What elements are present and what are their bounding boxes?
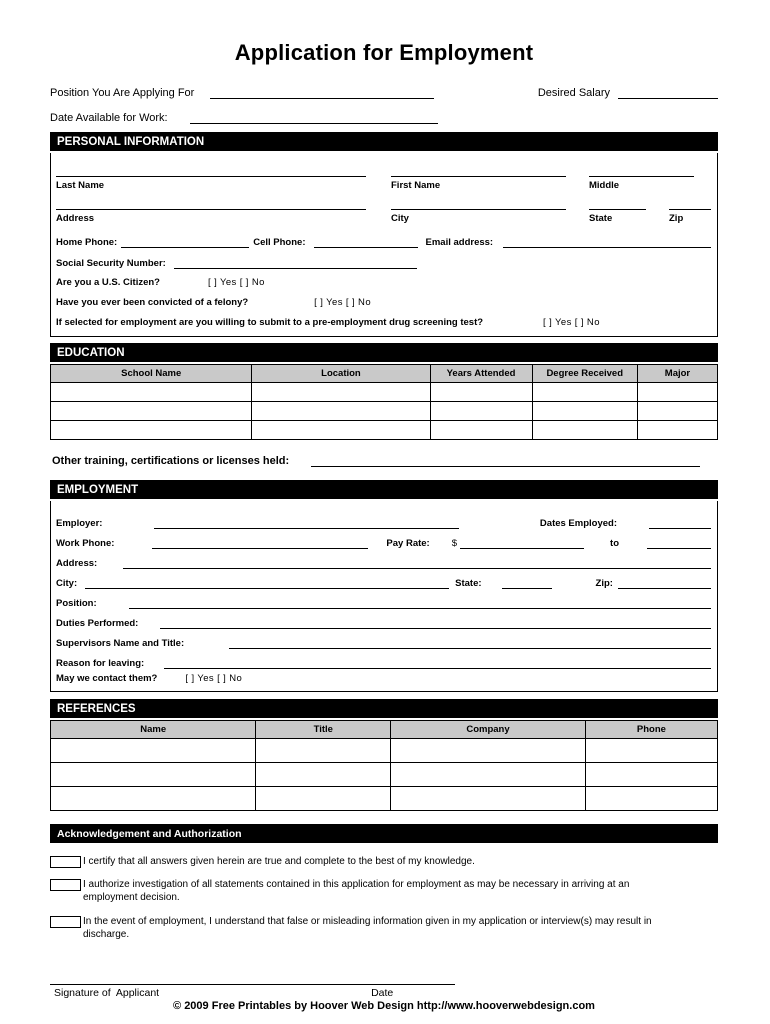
table-cell[interactable] [256, 763, 391, 787]
table-cell[interactable] [532, 421, 637, 440]
desired-salary-label: Desired Salary [537, 87, 610, 99]
home-phone-label: Home Phone: [56, 237, 118, 248]
table-cell[interactable] [585, 787, 717, 811]
last-name-field [56, 165, 366, 193]
column-company: Company [391, 721, 586, 739]
supervisor-line[interactable] [229, 636, 711, 649]
pay-rate-label: Pay Rate: [386, 538, 430, 549]
supervisor-label: Supervisors Name and Title: [56, 638, 185, 649]
table-cell[interactable] [51, 402, 252, 421]
employer-address-row [56, 549, 711, 569]
acknowledgement-items [50, 855, 718, 941]
education-row [51, 402, 718, 421]
signature-of-applicant-label: Signature of Applicant [54, 986, 160, 999]
date-available-row [50, 107, 718, 124]
signature-block [50, 973, 718, 999]
contact-yes-no-checkboxes[interactable]: [ ] Yes [ ] No [185, 673, 243, 684]
cell-phone-line[interactable] [314, 235, 418, 248]
table-cell[interactable] [637, 402, 717, 421]
table-cell[interactable] [51, 787, 256, 811]
dollar-sign: $ [451, 538, 458, 549]
supervisor-row [56, 629, 711, 649]
felony-question-row [56, 292, 711, 312]
table-cell[interactable] [532, 383, 637, 402]
email-line[interactable] [503, 235, 711, 248]
employment-header: EMPLOYMENT [50, 480, 718, 499]
employer-row [56, 509, 711, 529]
ssn-row [56, 251, 711, 269]
discharge-checkbox[interactable] [50, 916, 81, 928]
to-label: to [610, 538, 619, 549]
dates-employed-to-line[interactable] [647, 536, 711, 549]
reference-row [51, 763, 718, 787]
home-phone-line[interactable] [121, 235, 249, 248]
employer-zip-line[interactable] [618, 576, 711, 589]
certify-checkbox[interactable] [50, 856, 81, 868]
column-name: Name [51, 721, 256, 739]
table-cell[interactable] [256, 739, 391, 763]
middle-name-field [589, 165, 694, 193]
column-school-name: School Name [51, 365, 252, 383]
employer-city-label: City: [56, 578, 78, 589]
employer-city-row [56, 569, 711, 589]
signature-labels [50, 987, 718, 999]
name-row [56, 165, 711, 193]
address-field [56, 198, 366, 226]
table-cell[interactable] [252, 421, 430, 440]
state-field [589, 198, 646, 226]
table-cell[interactable] [430, 421, 532, 440]
ssn-line[interactable] [174, 256, 417, 269]
table-cell[interactable] [252, 402, 430, 421]
references-header: REFERENCES [50, 699, 718, 718]
column-major: Major [637, 365, 717, 383]
education-header: EDUCATION [50, 343, 718, 362]
authorize-checkbox[interactable] [50, 879, 81, 891]
middle-name-label: Middle [589, 180, 620, 191]
last-name-label: Last Name [56, 180, 105, 191]
employer-address-label: Address: [56, 558, 98, 569]
table-cell[interactable] [252, 383, 430, 402]
citizen-question-row [56, 272, 711, 292]
column-years-attended: Years Attended [430, 365, 532, 383]
table-cell[interactable] [430, 383, 532, 402]
references-table [50, 720, 718, 811]
table-cell[interactable] [256, 787, 391, 811]
cell-phone-label: Cell Phone: [253, 237, 306, 248]
acknowledgement-header: Acknowledgement and Authorization [50, 824, 718, 843]
address-label: Address [56, 213, 95, 224]
acknowledgement-item [50, 915, 718, 941]
column-degree-received: Degree Received [532, 365, 637, 383]
acknowledgement-item [50, 878, 718, 904]
middle-name-line[interactable] [589, 165, 694, 177]
reason-leaving-label: Reason for leaving: [56, 658, 145, 669]
drug-question-row [56, 312, 711, 332]
zip-line[interactable] [669, 198, 711, 210]
table-cell[interactable] [391, 787, 586, 811]
work-phone-label: Work Phone: [56, 538, 115, 549]
table-cell[interactable] [637, 421, 717, 440]
first-name-line[interactable] [391, 165, 566, 177]
reference-row [51, 739, 718, 763]
copyright-footer: © 2009 Free Printables by Hoover Web Design http://www.hooverwebdesign.com [173, 999, 595, 1012]
position-applying-label: Position You Are Applying For [50, 87, 195, 99]
column-phone: Phone [585, 721, 717, 739]
table-cell[interactable] [637, 383, 717, 402]
employer-city-line[interactable] [85, 576, 449, 589]
discharge-statement: In the event of employment, I understand that false or misleading information given in my application or interview(s) may result in discharge. [83, 915, 652, 940]
authorize-statement: I authorize investigation of all statements contained in this application for employment as may be necessary in arriving at an employment decision. [83, 879, 630, 904]
last-name-line[interactable] [56, 165, 366, 177]
dates-employed-from-line[interactable] [649, 516, 711, 529]
zip-field [669, 198, 711, 226]
dates-employed-label: Dates Employed: [539, 518, 617, 529]
duties-performed-line[interactable] [160, 616, 711, 629]
reference-row [51, 787, 718, 811]
table-cell[interactable] [51, 421, 252, 440]
employment-section [50, 501, 718, 692]
education-header-row [51, 365, 718, 383]
reason-leaving-line[interactable] [164, 656, 711, 669]
felony-yes-no-checkboxes[interactable]: [ ] Yes [ ] No [314, 296, 371, 308]
employer-state-label: State: [455, 578, 482, 589]
date-label: Date [371, 986, 394, 999]
address-line[interactable] [56, 198, 366, 210]
city-line[interactable] [391, 198, 566, 210]
other-training-row [52, 451, 718, 467]
citizen-yes-no-checkboxes[interactable]: [ ] Yes [ ] No [208, 276, 265, 288]
duties-row [56, 609, 711, 629]
work-phone-row [56, 529, 711, 549]
city-field [391, 198, 566, 226]
column-location: Location [252, 365, 430, 383]
education-table [50, 364, 718, 440]
table-cell[interactable] [585, 739, 717, 763]
table-cell[interactable] [51, 739, 256, 763]
certify-statement: I certify that all answers given herein are true and complete to the best of my knowledge. [83, 856, 475, 867]
table-cell[interactable] [51, 383, 252, 402]
zip-label: Zip [669, 213, 684, 224]
email-label: Email address: [425, 237, 494, 248]
state-line[interactable] [589, 198, 646, 210]
contact-question-label: May we contact them? [56, 673, 158, 684]
employer-address-line[interactable] [123, 556, 711, 569]
position-row-employment [56, 589, 711, 609]
pay-rate-line[interactable] [460, 536, 584, 549]
employer-state-line[interactable] [502, 576, 552, 589]
table-cell[interactable] [51, 763, 256, 787]
employer-zip-label: Zip: [595, 578, 613, 589]
address-row [56, 198, 711, 226]
position-row [50, 82, 718, 99]
phones-row [56, 231, 711, 248]
table-cell[interactable] [585, 763, 717, 787]
page-title: Application for Employment [234, 40, 534, 65]
drug-question-label: If selected for employment are you willing to submit to a pre-employment drug screening test? [56, 316, 484, 328]
drug-yes-no-checkboxes[interactable]: [ ] Yes [ ] No [543, 316, 600, 328]
signature-line[interactable] [50, 973, 455, 985]
contact-question-row [56, 669, 711, 688]
reason-leaving-row [56, 649, 711, 669]
date-available-label: Date Available for Work: [50, 112, 168, 124]
table-cell[interactable] [532, 402, 637, 421]
column-title: Title [256, 721, 391, 739]
table-cell[interactable] [430, 402, 532, 421]
date-available-line[interactable] [190, 111, 438, 124]
state-label: State [589, 213, 613, 224]
city-label: City [391, 213, 409, 224]
education-row [51, 421, 718, 440]
position-label: Position: [56, 598, 97, 609]
employer-line[interactable] [154, 516, 459, 529]
position-line[interactable] [129, 596, 711, 609]
work-phone-line[interactable] [152, 536, 368, 549]
citizen-question-label: Are you a U.S. Citizen? [56, 276, 160, 288]
education-row [51, 383, 718, 402]
position-applying-line[interactable] [210, 86, 434, 99]
acknowledgement-item [50, 855, 718, 868]
other-training-line[interactable] [311, 454, 700, 467]
duties-performed-label: Duties Performed: [56, 618, 139, 629]
personal-information-section [50, 153, 718, 337]
first-name-field [391, 165, 566, 193]
desired-salary-line[interactable] [618, 86, 718, 99]
felony-question-label: Have you ever been convicted of a felony? [56, 296, 249, 308]
ssn-label: Social Security Number: [56, 258, 166, 269]
first-name-label: First Name [391, 180, 441, 191]
employer-label: Employer: [56, 518, 103, 529]
table-cell[interactable] [391, 763, 586, 787]
other-training-label: Other training, certifications or licenses held: [52, 455, 290, 467]
table-cell[interactable] [391, 739, 586, 763]
personal-information-header: PERSONAL INFORMATION [50, 132, 718, 151]
references-header-row [51, 721, 718, 739]
